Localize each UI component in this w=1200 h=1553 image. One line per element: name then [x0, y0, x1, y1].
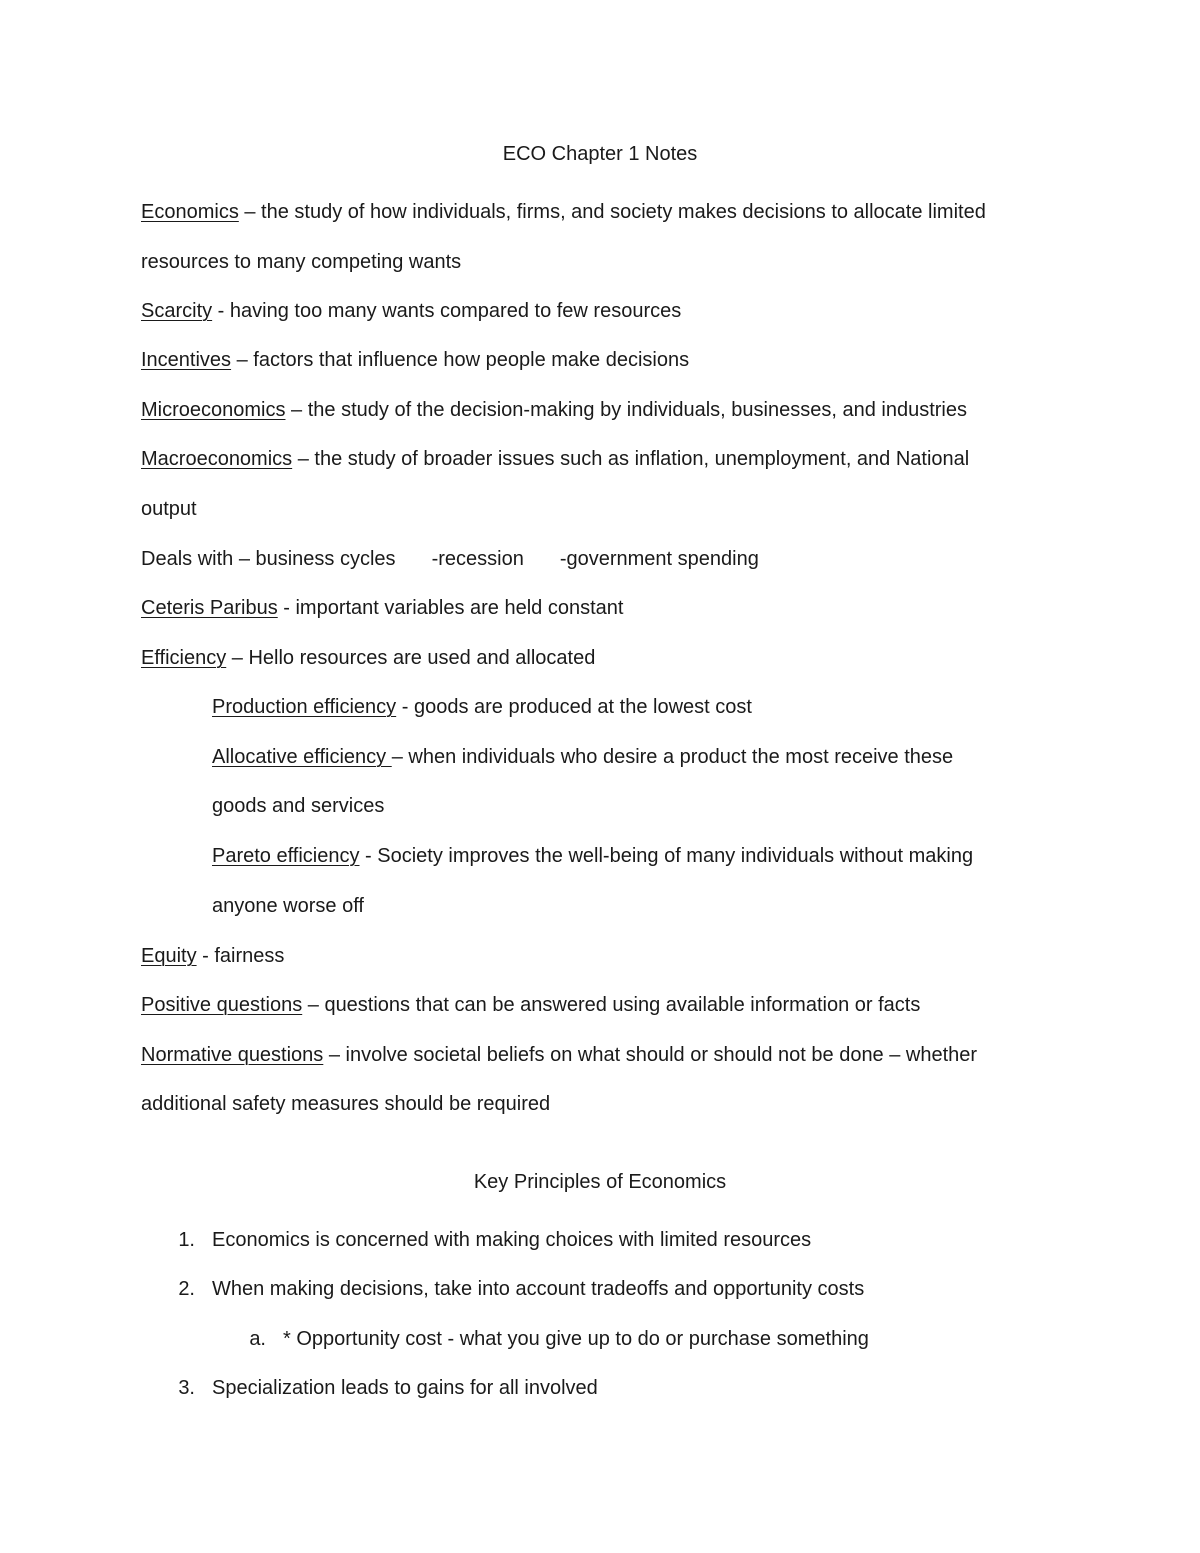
term-microeconomics: Microeconomics: [141, 399, 286, 421]
definition-pareto-efficiency-cont: anyone worse off: [212, 895, 364, 917]
list-item: Specialization leads to gains for all involved: [212, 1377, 598, 1399]
list-item-number: 2.: [178, 1278, 195, 1300]
deals-with-government-spending: -government spending: [559, 548, 759, 570]
page-title: ECO Chapter 1 Notes: [502, 143, 698, 165]
definition-text: - important variables are held constant: [277, 597, 624, 619]
list-item-number: 1.: [178, 1229, 195, 1251]
deals-with-recession: -recession: [431, 548, 524, 570]
term-scarcity: Scarcity: [141, 300, 213, 322]
definition-economics-cont: resources to many competing wants: [141, 251, 462, 273]
definition-text: - having too many wants compared to few resources: [212, 300, 682, 322]
sub-list-item: * Opportunity cost - what you give up to do or purchase something: [283, 1328, 869, 1350]
term-allocative-efficiency: Allocative efficiency: [212, 746, 392, 768]
definition-pareto-efficiency: [212, 844, 973, 868]
definition-text: – the study of the decision-making by individuals, businesses, and industries: [285, 399, 967, 421]
term-ceteris-paribus: Ceteris Paribus: [141, 597, 278, 619]
list-item: Economics is concerned with making choices with limited resources: [212, 1229, 812, 1251]
definition-normative-questions: [141, 1043, 977, 1067]
term-incentives: Incentives: [141, 349, 232, 371]
term-positive-questions: Positive questions: [141, 994, 303, 1016]
definition-microeconomics: [141, 398, 967, 422]
definition-economics: [141, 200, 986, 224]
definition-macroeconomics: [141, 447, 969, 471]
definition-incentives: [141, 348, 689, 372]
term-normative-questions: Normative questions: [141, 1044, 324, 1066]
definition-text: - goods are produced at the lowest cost: [396, 696, 752, 718]
definition-allocative-efficiency-cont: goods and services: [212, 795, 385, 817]
definition-text: – questions that can be answered using available information or facts: [302, 994, 921, 1016]
definition-ceteris-paribus: [141, 596, 623, 620]
definition-text: – the study of how individuals, firms, and society makes decisions to allocate limited: [238, 201, 986, 223]
definition-equity: [141, 944, 284, 968]
list-item-number: 3.: [178, 1377, 195, 1399]
term-equity: Equity: [141, 945, 197, 967]
definition-macroeconomics-cont: output: [141, 498, 197, 520]
definition-normative-questions-cont: additional safety measures should be required: [141, 1093, 551, 1115]
definition-text: – involve societal beliefs on what should or should not be done – whether: [323, 1044, 978, 1066]
term-macroeconomics: Macroeconomics: [141, 448, 293, 470]
term-efficiency: Efficiency: [141, 647, 227, 669]
definition-scarcity: [141, 299, 681, 323]
definition-production-efficiency: [212, 695, 752, 719]
deals-with-business-cycles: Deals with – business cycles: [141, 548, 396, 570]
deals-with-line: [141, 547, 759, 571]
definition-text: – the study of broader issues such as inflation, unemployment, and National: [292, 448, 970, 470]
definition-efficiency: [141, 646, 595, 670]
term-pareto-efficiency: Pareto efficiency: [212, 845, 360, 867]
definition-text: - Society improves the well-being of many individuals without making: [359, 845, 974, 867]
term-production-efficiency: Production efficiency: [212, 696, 397, 718]
principles-heading: Key Principles of Economics: [473, 1171, 727, 1193]
definition-text: - fairness: [196, 945, 285, 967]
definition-text: – factors that influence how people make decisions: [231, 349, 690, 371]
definition-positive-questions: [141, 993, 920, 1017]
definition-allocative-efficiency: [212, 745, 953, 769]
definition-text: – when individuals who desire a product the most receive these: [391, 746, 954, 768]
term-economics: Economics: [141, 201, 239, 223]
sub-list-item-number: a.: [249, 1328, 266, 1350]
definition-text: – Hello resources are used and allocated: [226, 647, 596, 669]
list-item: When making decisions, take into account tradeoffs and opportunity costs: [212, 1278, 865, 1300]
